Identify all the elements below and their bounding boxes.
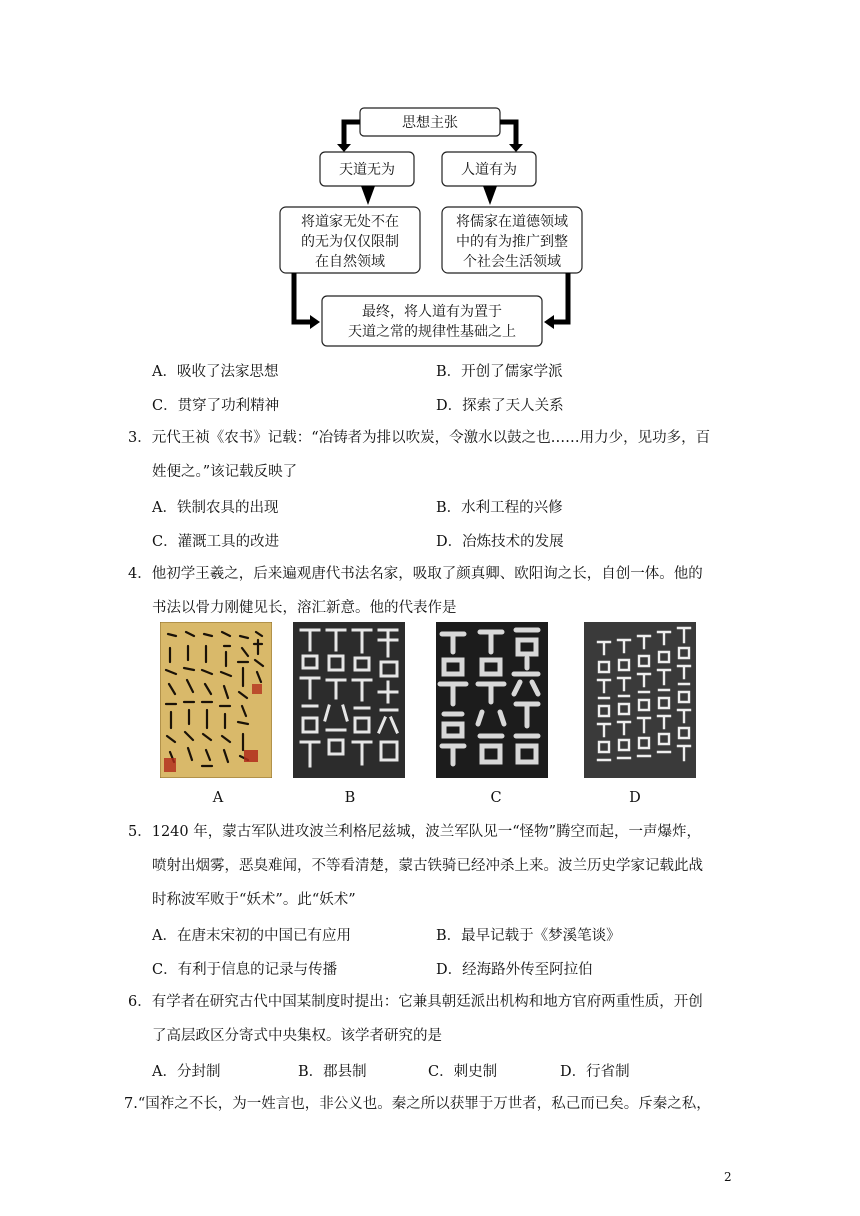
q7-stem-line-1: 7.“国祚之不长，为一姓言也，非公义也。秦之所以获罪于万世者，私己而已矣。斥秦之私， xyxy=(124,1096,711,1112)
q2-options-row-2 xyxy=(152,394,752,414)
diagram-top-text: 思想主张 xyxy=(402,115,458,131)
q5-stem-line-1: 5．1240 年，蒙古军队进攻波兰利格尼兹城，波兰军队见一“怪物”腾空而起，一声爆炸， xyxy=(128,824,702,840)
q3-options-row-2 xyxy=(152,530,752,550)
diagram-bottom-line-2: 天道之常的规律性基础之上 xyxy=(348,324,516,340)
q3-stem-line-1: 3．元代王祯《农书》记载：“冶铸者为排以吹炭，令激水以鼓之也……用力少，见功多，百 xyxy=(128,430,711,446)
diagram-left-line-3: 在自然领域 xyxy=(315,254,385,270)
q5-options-row-1 xyxy=(152,924,752,944)
q6-options-row xyxy=(152,1060,752,1080)
q2-option-c: C．贯穿了功利精神 xyxy=(152,398,280,414)
calligraphy-image-d xyxy=(584,622,696,778)
calligraphy-image-a xyxy=(160,622,272,778)
q3-option-d: D．冶炼技术的发展 xyxy=(436,534,564,550)
calligraphy-image-c xyxy=(436,622,548,778)
q6-option-a: A．分封制 xyxy=(152,1064,221,1080)
arrow-top-right xyxy=(500,122,516,144)
page-number: 2 xyxy=(724,1170,732,1184)
diagram-left-line-2: 的无为仅仅限制 xyxy=(301,234,399,250)
q3-stem-line-2: 姓便之。”该记载反映了 xyxy=(152,464,298,480)
diagram-right-mid-text: 人道有为 xyxy=(461,162,517,178)
diagram-right-line-3: 个社会生活领域 xyxy=(463,254,561,270)
q2-option-d: D．探索了天人关系 xyxy=(436,398,564,414)
diagram-right-line-2: 中的有为推广到整 xyxy=(456,234,568,250)
image-label-d: D xyxy=(629,790,641,806)
calligraphy-images xyxy=(160,622,720,782)
arrow-right-down xyxy=(554,273,568,322)
arrow-top-left xyxy=(344,122,360,144)
arrow-left-down xyxy=(294,273,310,322)
q4-stem-line-1: 4．他初学王羲之，后来遍观唐代书法名家，吸取了颜真卿、欧阳询之长，自创一体。他的 xyxy=(128,566,703,582)
q3-option-b: B．水利工程的兴修 xyxy=(436,500,563,516)
q6-stem-line-1: 6．有学者在研究古代中国某制度时提出：它兼具朝廷派出机构和地方官府两重性质，开创 xyxy=(128,994,703,1010)
q5-option-b: B．最早记载于《梦溪笔谈》 xyxy=(436,928,621,944)
q3-option-c: C．灌溉工具的改进 xyxy=(152,534,280,550)
q5-stem-line-3: 时称波军败于“妖术”。此“妖术” xyxy=(152,892,356,908)
q2-option-b: B．开创了儒家学派 xyxy=(436,364,563,380)
diagram-left-mid-text: 天道无为 xyxy=(339,162,395,178)
calligraphy-image-b xyxy=(293,622,405,778)
image-label-c: C xyxy=(490,790,502,806)
image-label-b: B xyxy=(344,790,356,806)
q5-option-a: A．在唐末宋初的中国已有应用 xyxy=(152,928,351,944)
q3-options-row-1 xyxy=(152,496,752,516)
q5-option-d: D．经海路外传至阿拉伯 xyxy=(436,962,593,978)
image-label-a: A xyxy=(212,790,224,806)
q3-option-a: A．铁制农具的出现 xyxy=(152,500,279,516)
q4-stem-line-2: 书法以骨力刚健见长，溶汇新意。他的代表作是 xyxy=(152,600,457,616)
q5-stem-line-2: 喷射出烟雾，恶臭难闻，不等看清楚，蒙古铁骑已经冲杀上来。波兰历史学家记载此战 xyxy=(152,858,703,874)
q5-options-row-2 xyxy=(152,958,752,978)
q6-option-c: C．刺史制 xyxy=(428,1064,498,1080)
q5-option-c: C．有利于信息的记录与传播 xyxy=(152,962,338,978)
q2-options-row-1 xyxy=(152,360,752,380)
q2-option-a: A．吸收了法家思想 xyxy=(152,364,279,380)
q6-option-b: B．郡县制 xyxy=(298,1064,367,1080)
diagram-right-line-1: 将儒家在道德领域 xyxy=(456,214,568,230)
thought-flow-diagram xyxy=(270,100,590,355)
q6-option-d: D．行省制 xyxy=(560,1064,630,1080)
q6-stem-line-2: 了高层政区分寄式中央集权。该学者研究的是 xyxy=(152,1028,442,1044)
diagram-bottom-line-1: 最终，将人道有为置于 xyxy=(362,304,502,320)
diagram-left-line-1: 将道家无处不在 xyxy=(301,214,399,230)
